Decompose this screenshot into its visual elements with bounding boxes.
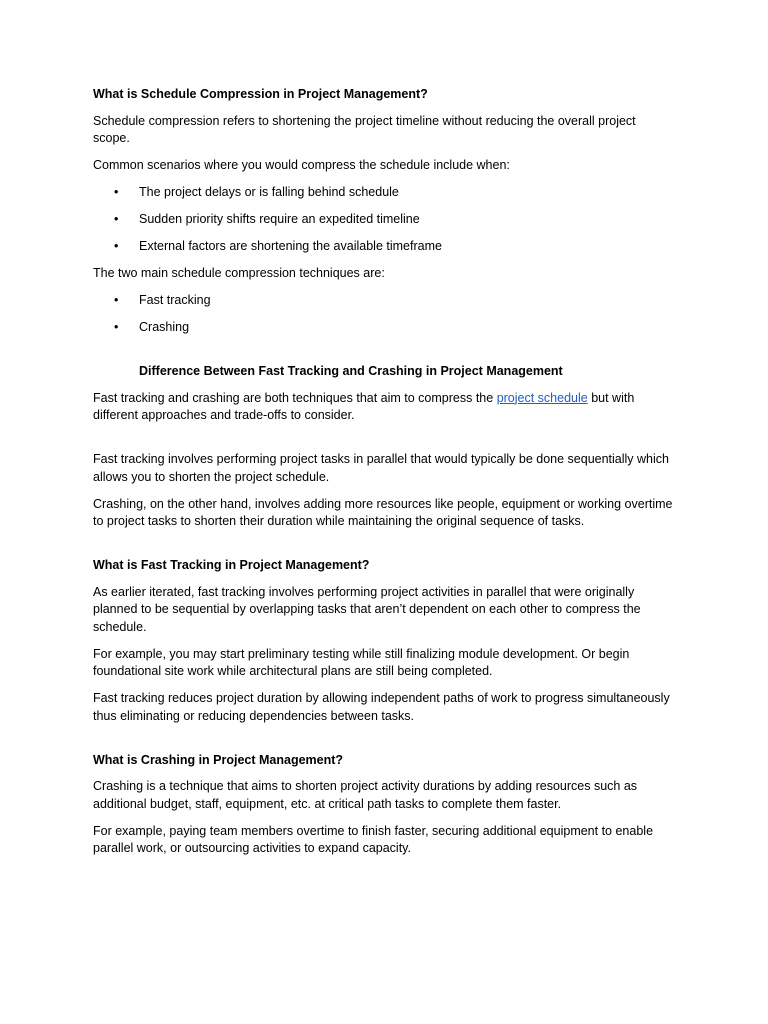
- paragraph-fast-tracking-benefit: Fast tracking reduces project duration by allowing independent paths of work to progress simultaneously thus eliminating or reducing dependencies between tasks.: [93, 691, 670, 723]
- paragraph-definition: Schedule compression refers to shortening the project timeline without reducing the overall project scope.: [93, 113, 636, 145]
- spacer: [93, 540, 675, 557]
- list-item: [93, 319, 675, 337]
- bullet-icon: •: [114, 212, 119, 226]
- bullet-icon: •: [114, 239, 119, 253]
- bullet-icon: •: [114, 293, 119, 307]
- paragraph-crashing-definition: Crashing is a technique that aims to shorten project activity durations by adding resources such as additional budget, staff, equipment, etc. at critical path tasks to complete them faster.: [93, 779, 638, 811]
- list-item: [93, 184, 675, 202]
- paragraph-crashing-summary: Crashing, on the other hand, involves adding more resources like people, equipment or working overtime to project tasks to shorten their duration while maintaining the original sequence of tasks.: [93, 496, 673, 528]
- paragraph-fast-tracking-example: For example, you may start preliminary testing while still finalizing module development. Or begin foundational site work while architectural plans are still being completed.: [93, 646, 630, 678]
- list-item: [93, 238, 675, 256]
- scenario-list: [93, 184, 675, 256]
- techniques-list: [93, 292, 675, 337]
- paragraph-text: but with different approaches and trade-offs to consider.: [93, 390, 635, 422]
- spacer: [93, 735, 675, 752]
- list-item-text: Crashing: [139, 320, 190, 334]
- list-item-text: External factors are shortening the available timeframe: [139, 239, 442, 253]
- project-schedule-link[interactable]: project schedule: [496, 390, 588, 405]
- bullet-icon: •: [114, 185, 119, 199]
- section-heading-fast-tracking: What is Fast Tracking in Project Management?: [93, 558, 370, 572]
- list-item-text: Sudden priority shifts require an expedited timeline: [139, 212, 420, 226]
- list-item: [93, 211, 675, 229]
- paragraph-scenarios-intro: Common scenarios where you would compress the schedule include when:: [93, 158, 510, 172]
- spacer: [93, 346, 675, 363]
- spacer: [93, 434, 675, 451]
- paragraph-fast-tracking-definition: As earlier iterated, fast tracking involves performing project activities in parallel that were originally planned to be sequential by overlapping tasks that aren’t dependent on each other to compress the schedule.: [93, 584, 641, 634]
- paragraph-fast-tracking-summary: Fast tracking involves performing project tasks in parallel that would typically be done sequentially which allows you to shorten the project schedule.: [93, 452, 669, 484]
- document-page: [93, 86, 675, 867]
- section-heading-difference: Difference Between Fast Tracking and Crashing in Project Management: [139, 364, 563, 378]
- bullet-icon: •: [114, 320, 119, 334]
- paragraph-techniques-intro: The two main schedule compression techniques are:: [93, 266, 385, 280]
- paragraph-text: Fast tracking and crashing are both techniques that aim to compress the: [93, 390, 497, 405]
- paragraph-difference-intro: [93, 390, 675, 425]
- list-item-text: The project delays or is falling behind schedule: [139, 185, 399, 199]
- section-heading-crashing: What is Crashing in Project Management?: [93, 752, 344, 767]
- paragraph-crashing-example: For example, paying team members overtime to finish faster, securing additional equipment to enable parallel work, or outsourcing activities to expand capacity.: [93, 823, 654, 855]
- section-heading-schedule-compression: What is Schedule Compression in Project Management?: [93, 87, 428, 101]
- list-item: [93, 292, 675, 310]
- list-item-text: Fast tracking: [139, 293, 211, 307]
